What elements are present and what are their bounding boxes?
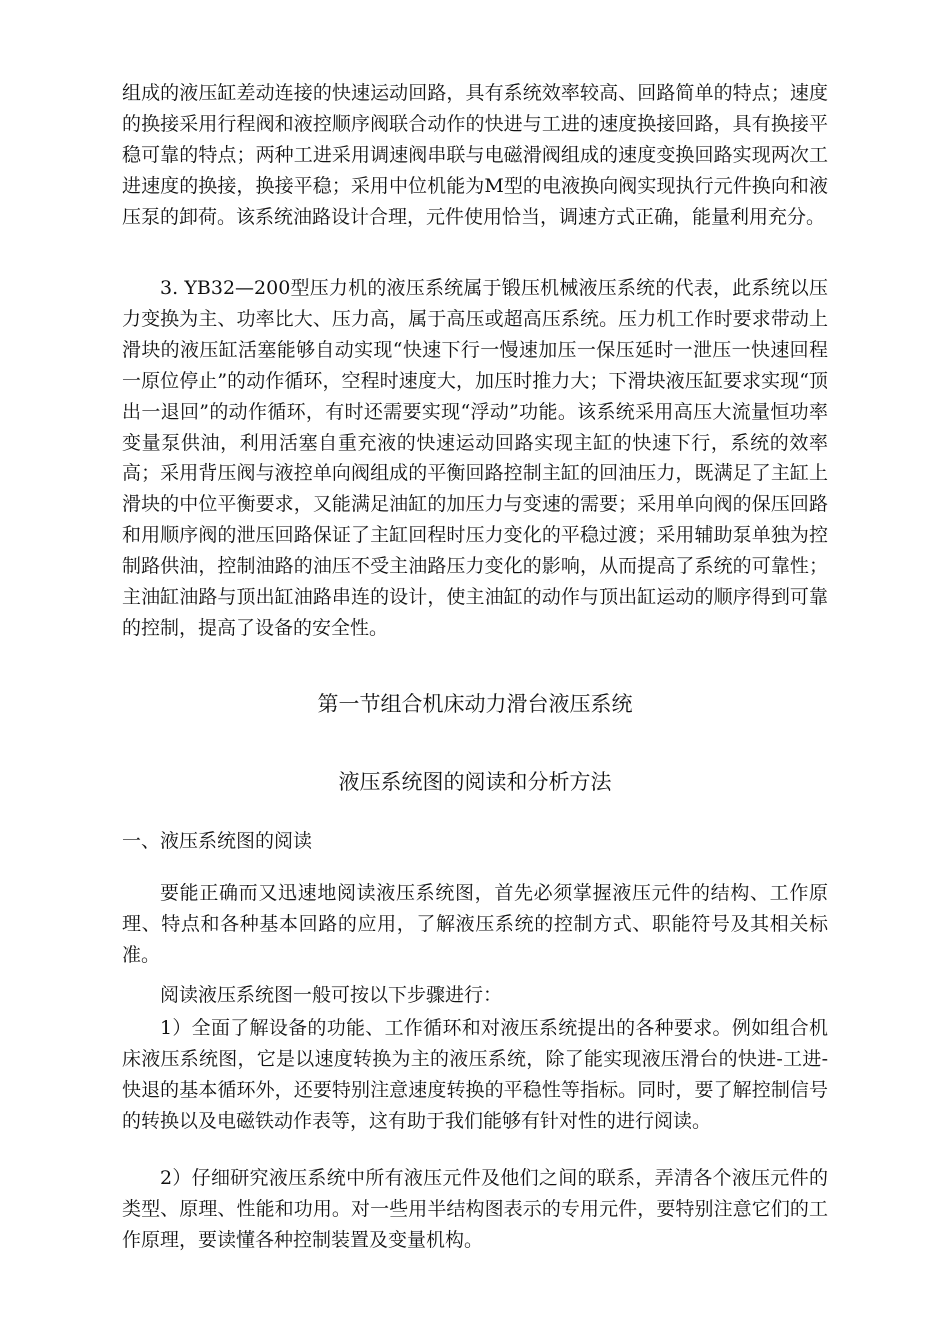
- step-1-paragraph: 1）全面了解设备的功能、工作循环和对液压系统提出的各种要求。例如组合机床液压系统图，它是以速度转换为主的液压系统，除了能实现液压滑台的快进-工进-快退的基本循环外，还要特别注意速度转换的平稳性等指标。同时，要了解控制信号的转换以及电磁铁动作表等，这有助于我们能够有针对性的进行阅读。: [122, 1017, 828, 1132]
- steps-intro-paragraph: 阅读液压系统图一般可按以下步骤进行：: [160, 984, 503, 1006]
- reading-paragraph: 要能正确而又迅速地阅读液压系统图，首先必须掌握液压元件的结构、工作原理、特点和各种基本回路的应用，了解液压系统的控制方式、职能符号及其相关标准。: [122, 882, 828, 966]
- item-3-paragraph: 3. YB32—200型压力机的液压系统属于锻压机械液压系统的代表，此系统以压力变换为主、功率比大、压力高，属于高压或超高压系统。压力机工作时要求带动上滑块的液压缸活塞能够自动实现“快速下行一慢速加压一保压延时一泄压一快速回程一原位停止”的动作循环，空程时速度大，加压时推力大；下滑块液压缸要求实现“顶出一退回”的动作循环，有时还需要实现“浮动”功能。该系统采用高压大流量恒功率变量泵供油，利用活塞自重充液的快速运动回路实现主缸的快速下行，系统的效率高；采用背压阀与液控单向阀组成的平衡回路控制主缸的回油压力，既满足了主缸上滑块的中位平衡要求，又能满足油缸的加压力与变速的需要；采用单向阀的保压回路和用顺序阀的泄压回路保证了主缸回程时压力变化的平稳过渡；采用辅助泵单独为控制路供油，控制油路的油压不受主油路压力变化的影响，从而提高了系统的可靠性；主油缸油路与顶出缸油路串连的设计，使主油缸的动作与顶出缸运动的顺序得到可靠的控制，提高了设备的安全性。: [122, 277, 828, 639]
- section-title: 第一节组合机床动力滑台液压系统: [317, 692, 633, 716]
- step-2-paragraph: 2）仔细研究液压系统中所有液压元件及他们之间的联系，弄清各个液压元件的类型、原理、性能和功用。对一些用半结构图表示的专用元件，要特别注意它们的工作原理，要读懂各种控制装置及变量机构。: [122, 1167, 828, 1251]
- heading-reading: 一、液压系统图的阅读: [122, 830, 313, 852]
- sub-title: 液压系统图的阅读和分析方法: [338, 770, 612, 794]
- intro-paragraph: 组成的液压缸差动连接的快速运动回路，具有系统效率较高、回路简单的特点；速度的换接采用行程阀和液控顺序阀联合动作的快进与工进的速度换接回路，具有换接平稳可靠的特点；两种工进采用调速阀串联与电磁滑阀组成的速度变换回路实现两次工进速度的换接，换接平稳；采用中位机能为M型的电液换向阀实现执行元件换向和液压泵的卸荷。该系统油路设计合理，元件使用恰当，调速方式正确，能量利用充分。: [122, 82, 828, 228]
